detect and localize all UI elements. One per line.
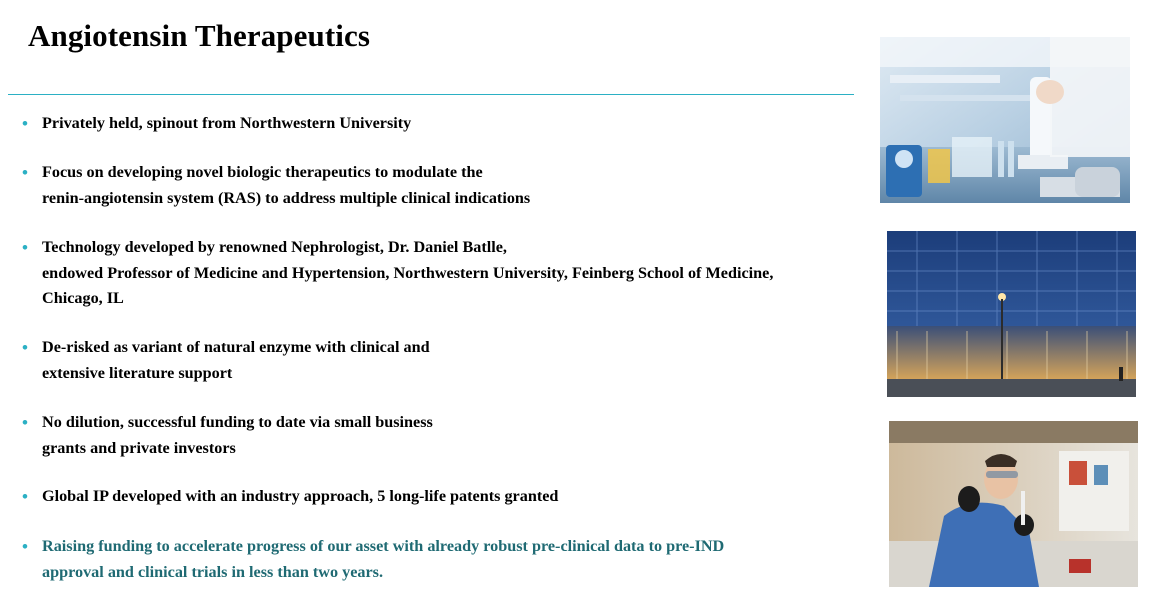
title-divider [8,94,854,95]
bullet-text: grants and private investors [42,438,236,457]
bullet-icon: • [22,338,28,357]
bullet-item-technology [22,235,852,312]
bullet-text: Focus on developing novel biologic therapeutics to modulate the [42,163,483,181]
bullet-text: approval and clinical trials in less than two years. [42,562,384,581]
building-photo [887,231,1136,397]
bullet-item-spinout [22,111,852,137]
page-title: Angiotensin Therapeutics [28,18,371,53]
scientist-photo [889,421,1138,587]
bullet-item-raising-funding [22,534,852,585]
bullet-text: De-risked as variant of natural enzyme with clinical and [42,338,430,356]
bullet-text: renin-angiotensin system (RAS) to address multiple clinical indications [42,188,531,207]
bullet-text: extensive literature support [42,363,233,382]
bullet-icon: • [22,238,28,257]
bullet-text: Raising funding to accelerate progress of our asset with already robust pre-clinical data to pre-IND [42,537,725,555]
bullet-icon: • [22,537,28,556]
bullet-text: endowed Professor of Medicine and Hypertension, Northwestern University, Feinberg School of Medicine, [42,263,774,282]
bullet-item-focus [22,160,852,211]
bullet-icon: • [22,163,28,182]
bullet-text: Privately held, spinout from Northwestern University [42,114,412,132]
bullet-icon: • [22,413,28,432]
bullet-item-derisked [22,335,852,386]
bullet-item-funding [22,410,852,461]
bullet-item-global-ip [22,484,852,510]
bullet-text: No dilution, successful funding to date via small business [42,413,433,431]
bullet-icon: • [22,114,28,133]
bullet-text: Global IP developed with an industry approach, 5 long-life patents granted [42,487,559,505]
bullet-icon: • [22,487,28,506]
bullet-text: Chicago, IL [42,289,124,307]
bullet-text: Technology developed by renowned Nephrologist, Dr. Daniel Batlle, [42,238,507,256]
lab-photo [880,37,1130,203]
